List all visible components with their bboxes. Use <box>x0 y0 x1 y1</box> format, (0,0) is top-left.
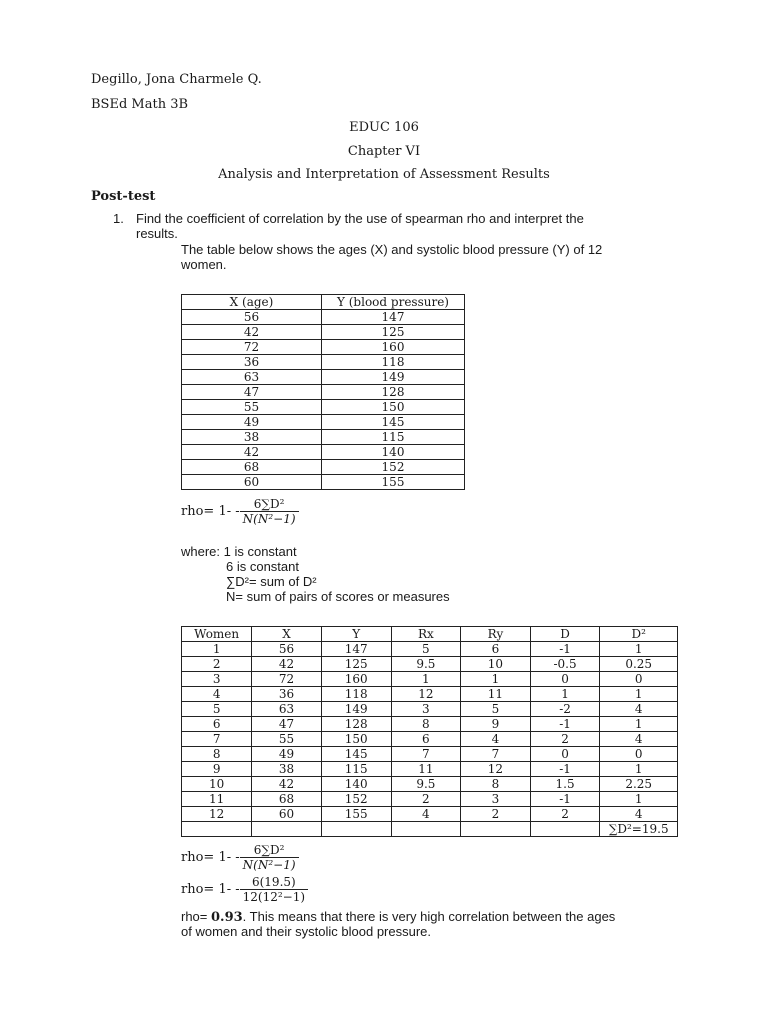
chapter-title: Chapter VI <box>347 144 421 159</box>
d-cell: 2 <box>530 807 600 822</box>
y-cell: 147 <box>321 642 391 657</box>
y-cell: 118 <box>321 687 391 702</box>
rx-cell: 3 <box>391 702 461 717</box>
women-cell: 11 <box>182 792 252 807</box>
ry-cell: 12 <box>461 762 531 777</box>
age-cell: 56 <box>182 310 322 325</box>
step1-numerator: 6∑D² <box>240 843 299 858</box>
table-row <box>182 657 678 672</box>
d2-cell: 1 <box>600 717 678 732</box>
d-cell: 1 <box>530 687 600 702</box>
y-cell: 128 <box>321 717 391 732</box>
ry-cell: 11 <box>461 687 531 702</box>
col-header-d: D <box>530 627 600 642</box>
problem-desc-2: women. <box>181 257 227 272</box>
table-row <box>182 807 678 822</box>
table-row <box>182 475 465 490</box>
empty-cell <box>321 822 391 837</box>
table-row <box>182 310 465 325</box>
age-cell: 72 <box>182 340 322 355</box>
formula-numerator: 6∑D² <box>240 497 299 512</box>
pressure-cell: 155 <box>322 475 465 490</box>
step2-numerator: 6(19.5) <box>240 875 308 890</box>
table-row <box>182 325 465 340</box>
d-cell: -1 <box>530 642 600 657</box>
age-cell: 49 <box>182 415 322 430</box>
women-cell: 10 <box>182 777 252 792</box>
student-name: Degillo, Jona Charmele Q. <box>91 72 262 87</box>
table-row <box>182 400 465 415</box>
rank-difference-table <box>181 626 678 837</box>
women-cell: 4 <box>182 687 252 702</box>
pressure-cell: 160 <box>322 340 465 355</box>
y-cell: 160 <box>321 672 391 687</box>
rx-cell: 5 <box>391 642 461 657</box>
y-cell: 149 <box>321 702 391 717</box>
age-pressure-table <box>181 294 465 490</box>
table-row <box>182 762 678 777</box>
x-cell: 49 <box>252 747 322 762</box>
where-line-3: ∑D²= sum of D² <box>226 574 317 589</box>
sum-d2-cell: ∑D²=19.5 <box>600 822 678 837</box>
empty-cell <box>530 822 600 837</box>
pressure-cell: 115 <box>322 430 465 445</box>
d2-cell: 4 <box>600 702 678 717</box>
women-cell: 8 <box>182 747 252 762</box>
pressure-cell: 149 <box>322 370 465 385</box>
empty-cell <box>391 822 461 837</box>
col-header-x: X <box>252 627 322 642</box>
rx-cell: 7 <box>391 747 461 762</box>
table-row <box>182 460 465 475</box>
table-row <box>182 642 678 657</box>
women-cell: 6 <box>182 717 252 732</box>
x-cell: 63 <box>252 702 322 717</box>
total-row <box>182 822 678 837</box>
topic-title: Analysis and Interpretation of Assessment Results <box>218 167 550 182</box>
rho-formula <box>181 497 299 526</box>
x-cell: 55 <box>252 732 322 747</box>
rx-cell: 9.5 <box>391 657 461 672</box>
problem-line-2: results. <box>136 226 178 241</box>
women-cell: 7 <box>182 732 252 747</box>
rx-cell: 2 <box>391 792 461 807</box>
d2-cell: 0 <box>600 672 678 687</box>
d2-cell: 2.25 <box>600 777 678 792</box>
course-section: BSEd Math 3B <box>91 97 189 112</box>
table-row <box>182 430 465 445</box>
rx-cell: 9.5 <box>391 777 461 792</box>
y-cell: 145 <box>321 747 391 762</box>
col-header-y: Y <box>321 627 391 642</box>
women-cell: 5 <box>182 702 252 717</box>
step2-fraction <box>240 875 308 904</box>
x-cell: 36 <box>252 687 322 702</box>
result-lhs: rho= <box>181 909 211 924</box>
col-header-ry: Ry <box>461 627 531 642</box>
table-row <box>182 717 678 732</box>
step1-fraction <box>240 843 299 872</box>
pressure-cell: 152 <box>322 460 465 475</box>
pressure-cell: 150 <box>322 400 465 415</box>
rx-cell: 4 <box>391 807 461 822</box>
d-cell: -2 <box>530 702 600 717</box>
ry-cell: 7 <box>461 747 531 762</box>
problem-line-1: Find the coefficient of correlation by the use of spearman rho and interpret the <box>136 211 584 226</box>
women-cell: 3 <box>182 672 252 687</box>
pressure-cell: 140 <box>322 445 465 460</box>
rx-cell: 11 <box>391 762 461 777</box>
d2-cell: 0.25 <box>600 657 678 672</box>
problem-number: 1. <box>113 211 124 226</box>
y-cell: 155 <box>321 807 391 822</box>
d2-cell: 4 <box>600 807 678 822</box>
d-cell: -1 <box>530 762 600 777</box>
col-header-d2: D² <box>600 627 678 642</box>
table-row <box>182 702 678 717</box>
empty-cell <box>182 822 252 837</box>
where-line-4: N= sum of pairs of scores or measures <box>226 589 450 604</box>
d2-cell: 1 <box>600 687 678 702</box>
step1-denominator: N(N²−1) <box>242 858 296 872</box>
pressure-cell: 147 <box>322 310 465 325</box>
formula-fraction <box>240 497 299 526</box>
age-cell: 42 <box>182 325 322 340</box>
women-cell: 12 <box>182 807 252 822</box>
d2-cell: 1 <box>600 642 678 657</box>
age-cell: 55 <box>182 400 322 415</box>
table-row <box>182 687 678 702</box>
ry-cell: 8 <box>461 777 531 792</box>
ry-cell: 6 <box>461 642 531 657</box>
step2-lhs: rho= 1- - <box>181 882 240 897</box>
x-cell: 60 <box>252 807 322 822</box>
age-cell: 63 <box>182 370 322 385</box>
d-cell: -1 <box>530 792 600 807</box>
step1-lhs: rho= 1- - <box>181 850 240 865</box>
result-line-2: of women and their systolic blood pressure. <box>181 924 432 939</box>
where-line-2: 6 is constant <box>226 559 299 574</box>
table-row <box>182 385 465 400</box>
solution-step-2 <box>181 875 308 904</box>
age-cell: 68 <box>182 460 322 475</box>
ry-cell: 3 <box>461 792 531 807</box>
problem-desc-1: The table below shows the ages (X) and systolic blood pressure (Y) of 12 <box>181 242 603 257</box>
y-cell: 125 <box>321 657 391 672</box>
rx-cell: 8 <box>391 717 461 732</box>
d-cell: 0 <box>530 672 600 687</box>
table-row <box>182 777 678 792</box>
ry-cell: 2 <box>461 807 531 822</box>
y-cell: 115 <box>321 762 391 777</box>
age-cell: 36 <box>182 355 322 370</box>
x-cell: 56 <box>252 642 322 657</box>
step2-denominator: 12(12²−1) <box>242 890 306 904</box>
ry-cell: 4 <box>461 732 531 747</box>
d2-cell: 0 <box>600 747 678 762</box>
x-cell: 38 <box>252 762 322 777</box>
result-line-1 <box>181 909 615 925</box>
col-header-x: X (age) <box>182 295 322 310</box>
empty-cell <box>461 822 531 837</box>
d-cell: 1.5 <box>530 777 600 792</box>
rx-cell: 6 <box>391 732 461 747</box>
d-cell: -1 <box>530 717 600 732</box>
ry-cell: 5 <box>461 702 531 717</box>
formula-denominator: N(N²−1) <box>242 512 296 526</box>
d2-cell: 1 <box>600 792 678 807</box>
d-cell: 2 <box>530 732 600 747</box>
solution-step-1 <box>181 843 299 872</box>
col-header-women: Women <box>182 627 252 642</box>
ry-cell: 1 <box>461 672 531 687</box>
x-cell: 42 <box>252 777 322 792</box>
section-heading: Post-test <box>91 189 156 204</box>
result-value: 0.93 <box>211 910 243 925</box>
ry-cell: 10 <box>461 657 531 672</box>
pressure-cell: 125 <box>322 325 465 340</box>
age-cell: 47 <box>182 385 322 400</box>
empty-cell <box>252 822 322 837</box>
x-cell: 72 <box>252 672 322 687</box>
d2-cell: 4 <box>600 732 678 747</box>
age-cell: 42 <box>182 445 322 460</box>
y-cell: 152 <box>321 792 391 807</box>
y-cell: 150 <box>321 732 391 747</box>
women-cell: 9 <box>182 762 252 777</box>
table-row <box>182 747 678 762</box>
col-header-rx: Rx <box>391 627 461 642</box>
table-row <box>182 370 465 385</box>
pressure-cell: 145 <box>322 415 465 430</box>
x-cell: 42 <box>252 657 322 672</box>
result-text: . This means that there is very high correlation between the ages <box>242 909 616 924</box>
x-cell: 47 <box>252 717 322 732</box>
age-cell: 38 <box>182 430 322 445</box>
women-cell: 1 <box>182 642 252 657</box>
table-row <box>182 445 465 460</box>
subject-code: EDUC 106 <box>349 120 419 135</box>
table-row <box>182 340 465 355</box>
pressure-cell: 118 <box>322 355 465 370</box>
rx-cell: 12 <box>391 687 461 702</box>
where-line-1: where: 1 is constant <box>181 544 297 559</box>
d-cell: -0.5 <box>530 657 600 672</box>
y-cell: 140 <box>321 777 391 792</box>
d-cell: 0 <box>530 747 600 762</box>
pressure-cell: 128 <box>322 385 465 400</box>
ry-cell: 9 <box>461 717 531 732</box>
x-cell: 68 <box>252 792 322 807</box>
women-cell: 2 <box>182 657 252 672</box>
table-row <box>182 792 678 807</box>
table-row <box>182 355 465 370</box>
col-header-y: Y (blood pressure) <box>322 295 465 310</box>
rx-cell: 1 <box>391 672 461 687</box>
table-row <box>182 732 678 747</box>
d2-cell: 1 <box>600 762 678 777</box>
table-row <box>182 415 465 430</box>
formula-lhs: rho= 1- - <box>181 504 240 519</box>
age-cell: 60 <box>182 475 322 490</box>
table-row <box>182 672 678 687</box>
